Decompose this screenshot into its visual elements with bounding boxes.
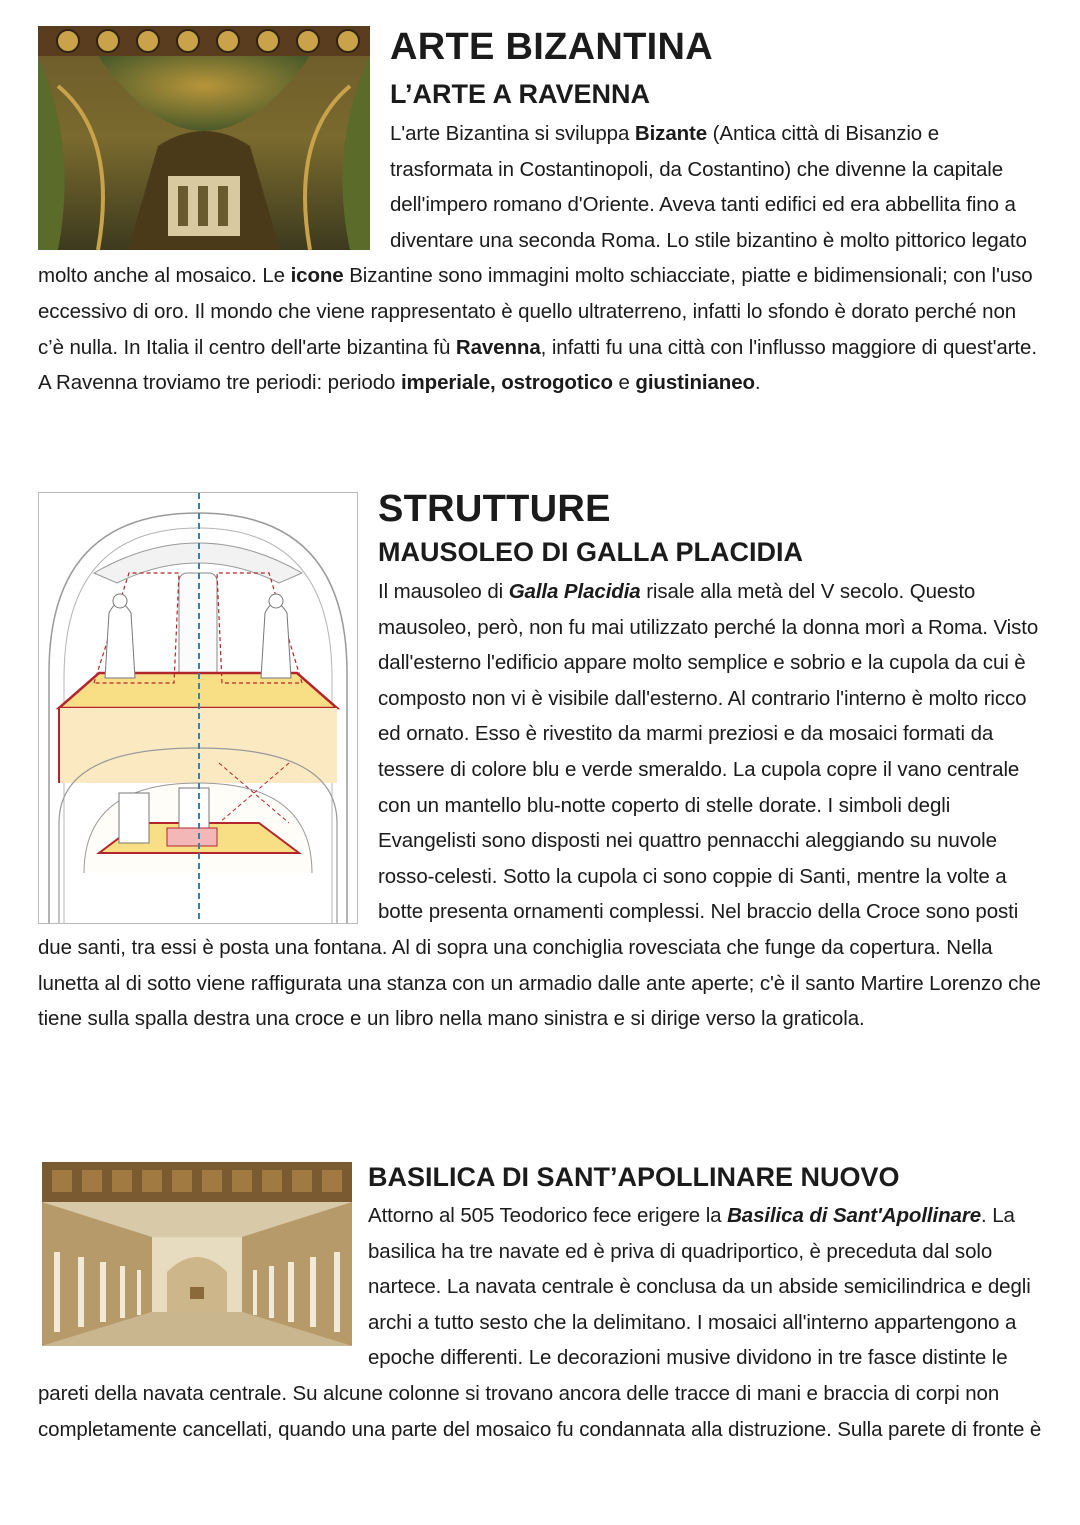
section-subtitle: L’ARTE A RAVENNA xyxy=(390,79,651,109)
section-title-strutture: STRUTTURE xyxy=(378,488,611,530)
paragraph-arte-bizantina: L'arte Bizantina si sviluppa Bizante (Antica città di Bisanzio e trasformata in Costantinopoli, da Costantino) che divenne la capitale dell'impero romano d'Oriente. Aveva tanti edifici ed era abbellita fino a diventare una seconda Roma. Lo stile bizantino è molto pittorico legato molto anche al mosaico. Le icone Bizantine sono immagini molto schiacciate, piatte e bidimensionali; con l'uso eccessivo di oro. Il mondo che viene rappresentato è quello ultraterreno, infatti lo sfondo è dorato perché non c’è nulla. In Italia il centro dell'arte bizantina fù Ravenna, infatti fu una città con l'influsso maggiore di quest'arte. A Ravenna troviamo tre periodi: periodo imperiale, ostrogotico e giustinianeo. xyxy=(38,122,1037,395)
paragraph-mausoleo: Il mausoleo di Galla Placidia risale alla metà del V secolo. Questo mausoleo, però, non fu mai utilizzato perché la donna morì a Roma. Visto dall'esterno l'edificio appare molto semplice e sobrio e la cupola da cui è composto non vi è visibile dall'esterno. Al contrario l'interno è molto ricco ed ornato. Esso è rivestito da marmi preziosi e da mosaici formati da tessere di colore blu e verde smeraldo. La cupola copre il vano centrale con un mantello blu-notte coperto di stelle dorate. I simboli degli Evangelisti sono disposti nei quattro pennacchi aleggiando su nuvole rosso-celesti. Sotto la cupola ci sono coppie di Santi, mentre la volte a botte presenta ornamenti complessi. Nel braccio della Croce sono posti due santi, tra essi è posta una fontana. Al di sopra una conchiglia rovesciata che funge da copertura. Nella lunetta al di sotto viene raffigurata una stanza con un armadio dalle ante aperte; c'è il santo Martire Lorenzo che tiene sulla spalla destra una croce e un libro nella mano sinistra e si dirige verso la graticola. xyxy=(38,580,1041,1031)
mausoleum-diagram-image xyxy=(38,492,358,924)
section-subtitle-basilica: BASILICA DI SANT’APOLLINARE NUOVO xyxy=(368,1162,900,1192)
basilica-interior-image xyxy=(42,1162,352,1346)
section-strutture xyxy=(38,488,1042,1037)
page-title: ARTE BIZANTINA xyxy=(390,26,713,68)
section-subtitle-mausoleo: MAUSOLEO DI GALLA PLACIDIA xyxy=(378,537,803,567)
section-basilica xyxy=(38,1156,1042,1447)
paragraph-basilica: Attorno al 505 Teodorico fece erigere la Basilica di Sant'Apollinare. La basilica ha tre navate ed è priva di quadriportico, è preceduta dal solo nartece. La navata centrale è conclusa da un abside semicilindrica e degli archi a tutto sesto che la delimitano. I mosaici all'interno appartengono a epoche differenti. Le decorazioni musive dividono in tre fasce distinte le pareti della navata centrale. Su alcune colonne si trovano ancora delle tracce di mani e braccia di corpi non completamente cancellati, quando una parte del mosaico fu condannata alla distruzione. Sulla parete di fronte è xyxy=(38,1204,1042,1441)
mosaic-ceiling-image xyxy=(38,26,370,250)
section-arte-bizantina xyxy=(38,22,1042,401)
